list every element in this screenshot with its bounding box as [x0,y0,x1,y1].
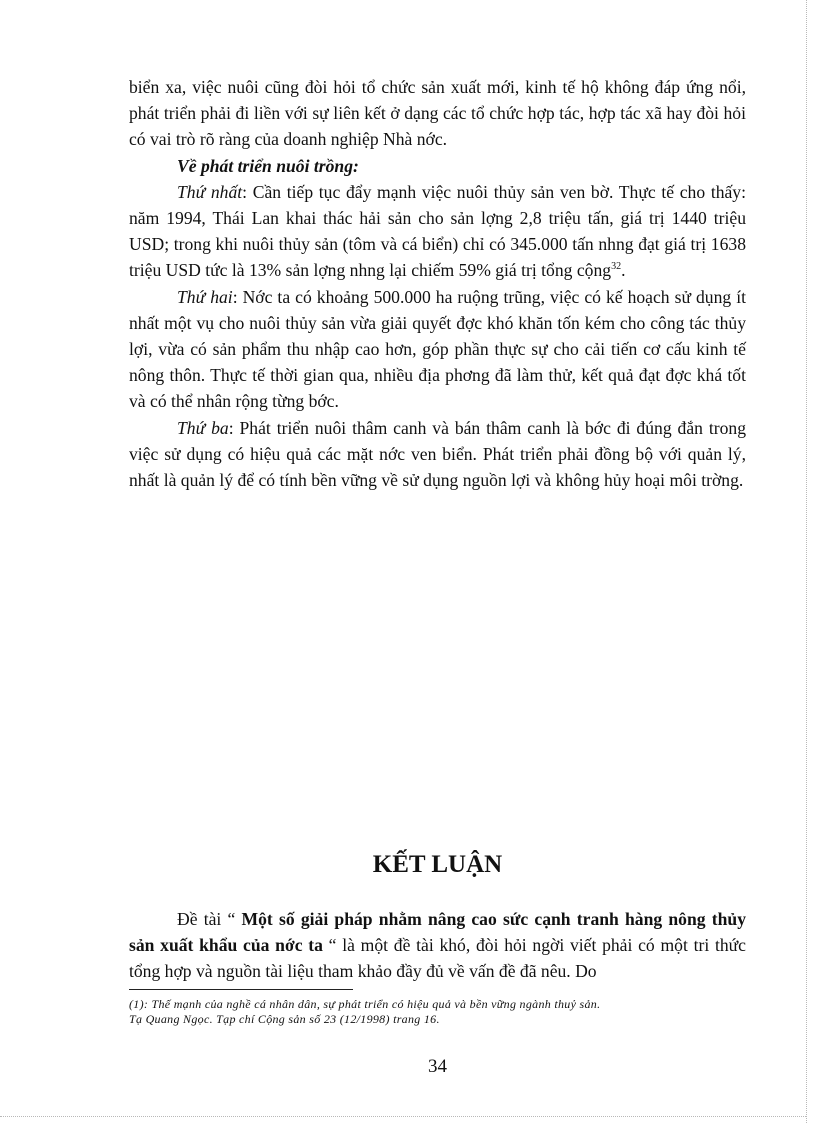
conclusion-paragraph [129,906,746,985]
conclusion-heading: KẾT LUẬN [372,851,503,878]
section-subheading: Về phát triển nuôi trồng: [177,155,359,176]
conclusion-intro: Đề tài “ [177,909,242,929]
paragraph-third-lead: Thứ ba [177,417,229,438]
footnote-line-1: (1): Thế mạnh của nghề cá nhân dân, sự phát triển có hiệu quả và bền vững ngành thuỷ sản. [129,997,601,1011]
paragraph-second-lead: Thứ hai [177,286,233,307]
paragraph-third-text: : Phát triển nuôi thâm canh và bán thâm canh là bớc đi đúng đắn trong việc sử dụng có hiệu quả các mặt nớc ven biển. Phát triển phải đồng bộ với quản lý, nhất là quản lý để có tính bền vững về sử dụng nguồn lợi và không hủy hoại môi trờng. [129,417,746,491]
paragraph-first-text: : Cần tiếp tục đẩy mạnh việc nuôi thủy sản ven bờ. Thực tế cho thấy: năm 1994, Thái Lan khai thác hải sản cho sản lợng 2,8 triệu tấn, giá trị 1440 triệu USD; trong khi nuôi thủy sản (tôm và cá biển) chỉ có 345.000 tấn nhng đạt giá trị 1638 triệu USD tức là 13% sản lợng nhng lại chiếm 59% giá trị tổng cộng [129,181,746,281]
paragraph-second-text: : Nớc ta có khoảng 500.000 ha ruộng trũng, việc có kế hoạch sử dụng ít nhất một vụ cho nuôi thủy sản vừa giải quyết đợc khó khăn tốn kém cho công tác thủy lợi, vừa có sản phẩm thu nhập cao hơn, góp phần thực sự cho cải tiến cơ cấu kinh tế nông thôn. Thực tế thời gian qua, nhiều địa phơng đã làm thử, kết quả đạt đợc khá tốt và có thể nhân rộng từng bớc. [129,286,746,412]
paragraph-first [129,179,746,284]
page-edge-bottom [0,1116,806,1117]
page-number: 34 [428,1056,447,1077]
page-edge-right [806,0,807,1123]
main-body [129,74,746,493]
paragraph-continuation: biển xa, việc nuôi cũng đòi hỏi tổ chức sản xuất mới, kinh tế hộ không đáp ứng nổi, phát triển phải đi liền với sự liên kết ở dạng các tổ chức hợp tác, hợp tác xã hay đòi hỏi có vai trò rõ ràng của doanh nghiệp Nhà nớc. [129,77,746,150]
paragraph-first-lead: Thứ nhất [177,181,243,202]
footnote-ref: 32 [611,261,622,273]
conclusion-rest: “ là một đề tài khó, đòi hỏi ngời viết phải có một tri thức tổng hợp và nguồn tài liệu tham khảo đầy đủ về vấn đề đã nêu. Do [129,935,746,982]
footnote [129,997,746,1027]
footnote-line-2: Tạ Quang Ngọc. Tạp chí Cộng sản số 23 (12/1998) trang 16. [129,1012,440,1026]
paragraph-second [129,284,746,415]
paragraph-first-end: . [621,260,626,281]
footnote-divider [129,989,353,990]
paragraph-third [129,415,746,494]
conclusion-topic-title: Một số giải pháp nhằm nâng cao sức cạnh tranh hàng nông thủy sản xuất khẩu của nớc ta [129,909,746,956]
